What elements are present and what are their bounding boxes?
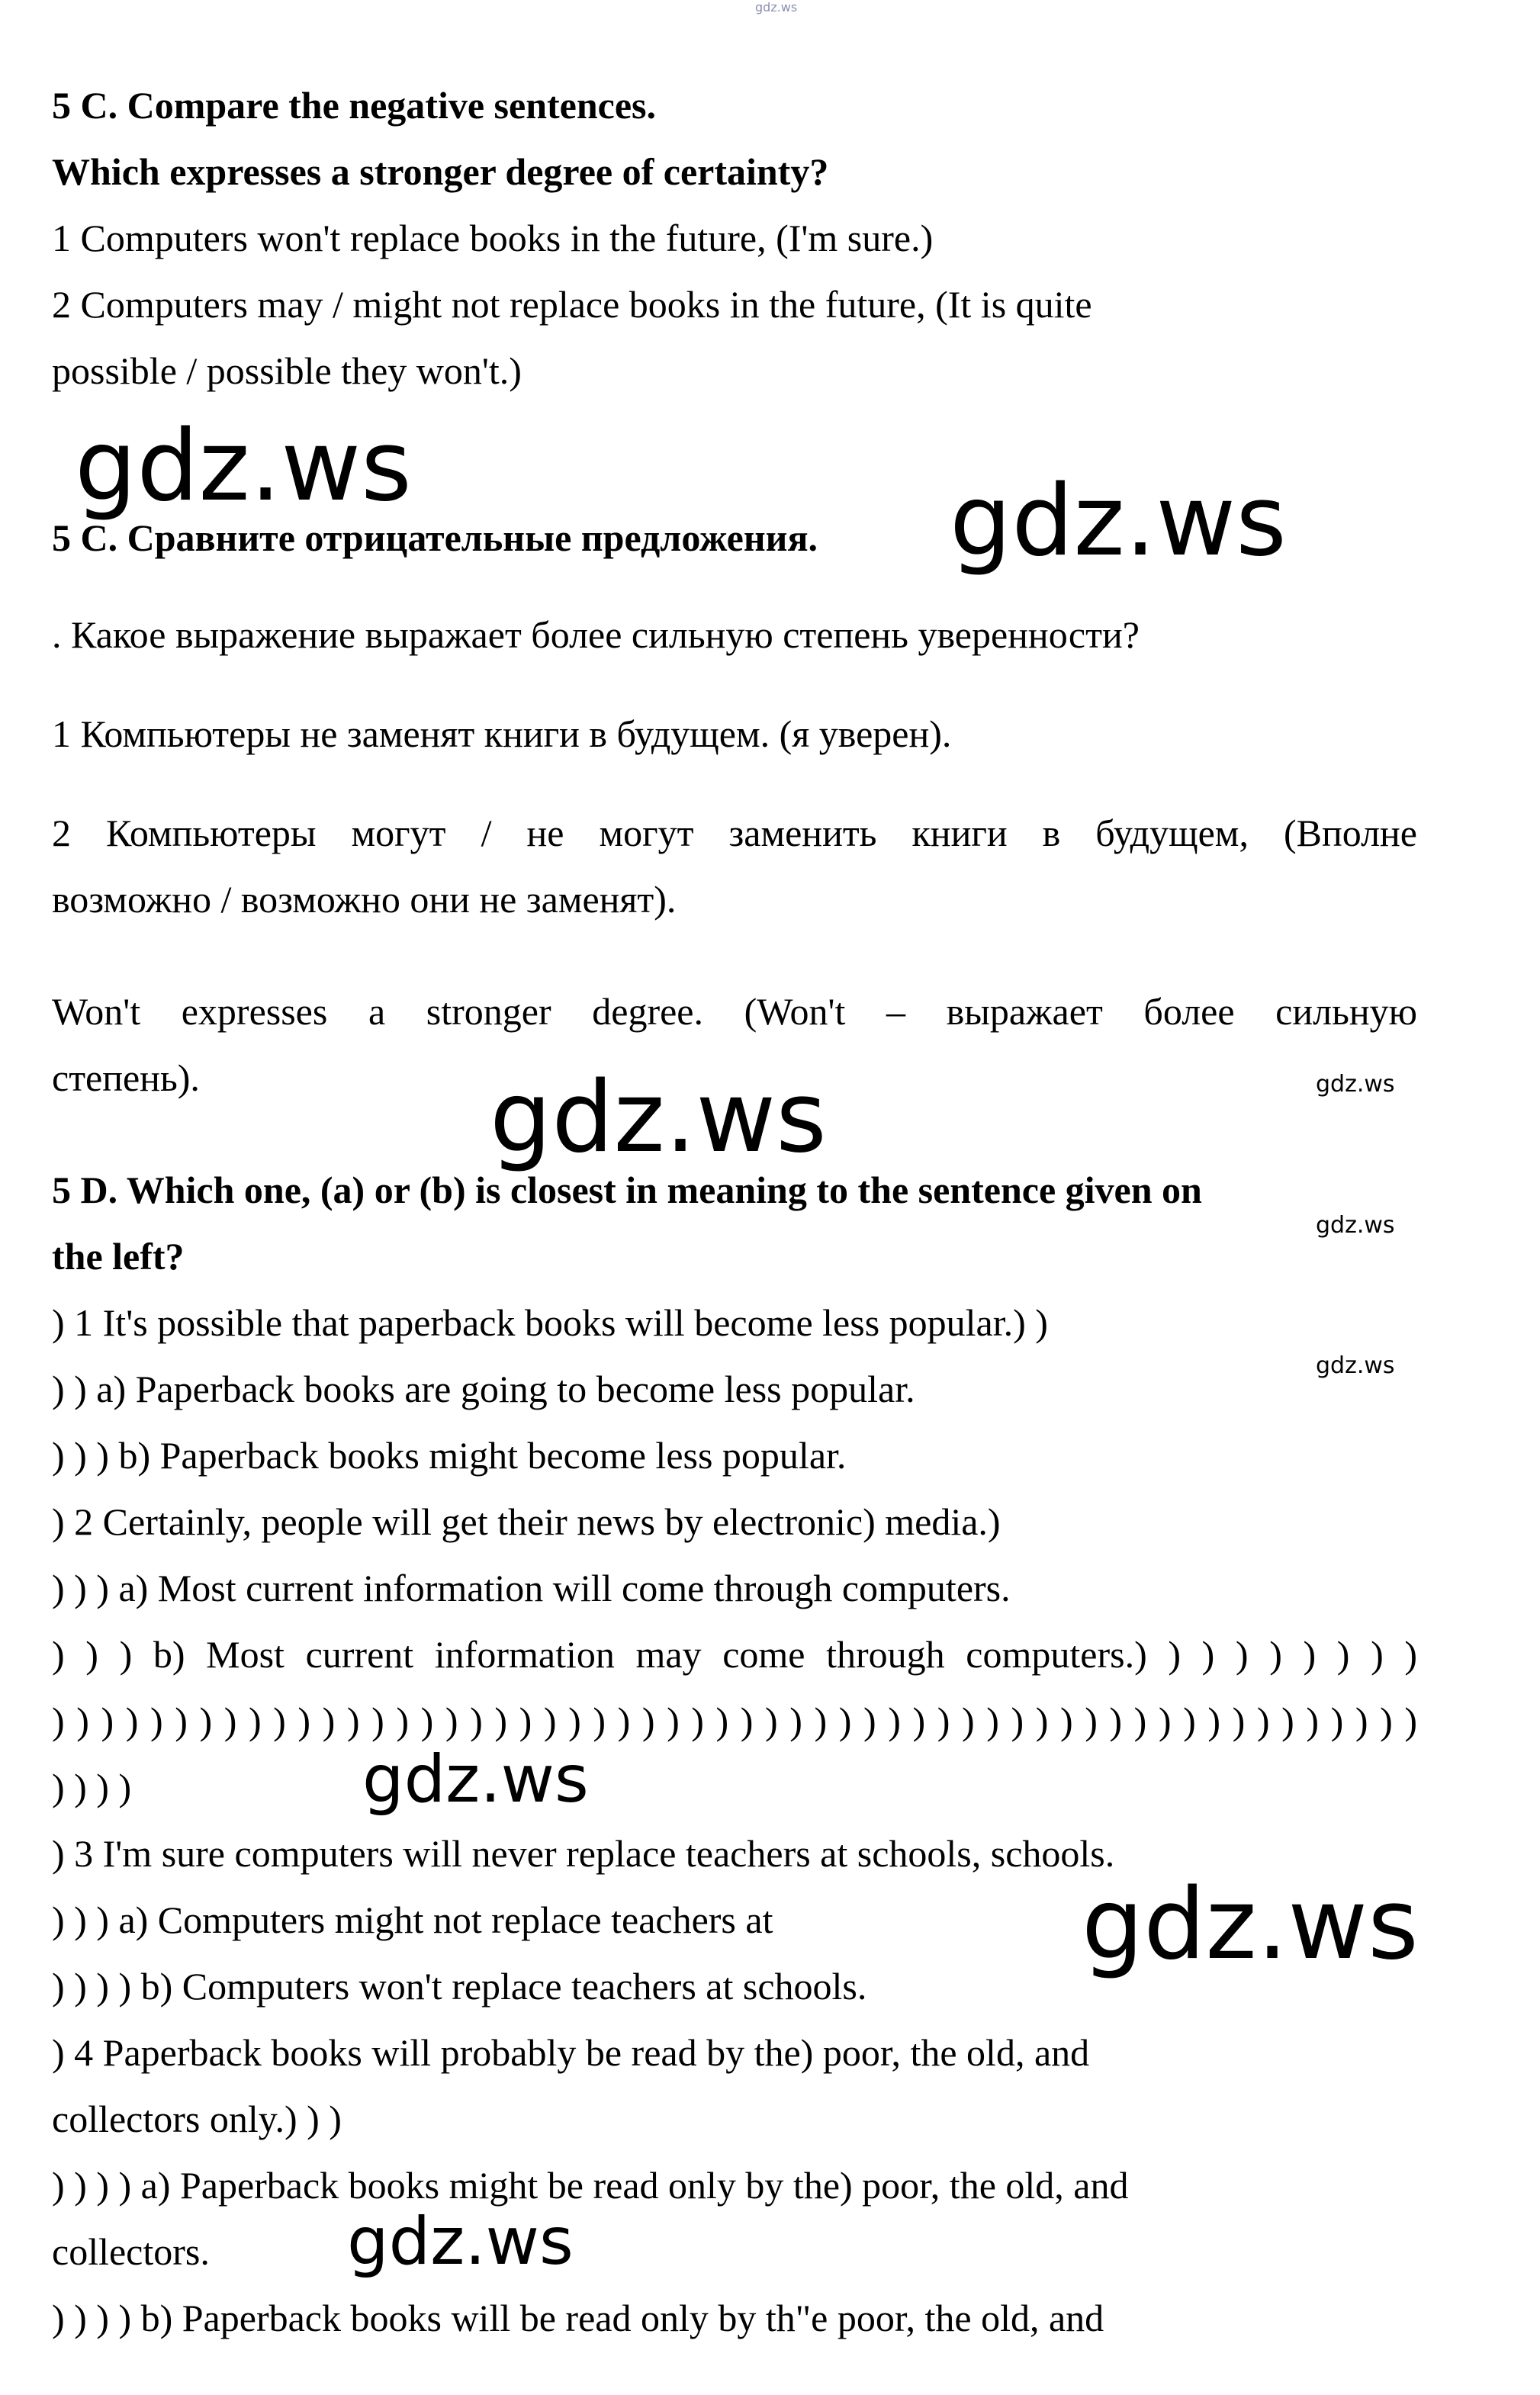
text-line: ) ) ) ) b) Computers won't replace teachers at schools. [52,1965,867,2008]
text-line: ) ) ) a) Most current information will come through computers. [52,1567,1011,1609]
text-line: collectors only.) ) ) [52,2098,342,2140]
text-line: ) ) ) ) b) Paperback books will be read only by th"e poor, the old, and [52,2297,1104,2339]
text-line: . Какое выражение выражает более сильную степень уверенности? [52,613,1140,656]
answer-line: Won't expresses a stronger degree. (Won't – выражает более сильную [52,990,1417,1033]
watermark: gdz.ws [1082,1868,1419,1982]
text-line: ) ) a) Paperback books are going to become less popular. [52,1368,915,1410]
watermark-small: gdz.ws [1316,1212,1395,1239]
text-line: ) ) ) ) [52,1766,132,1808]
text-line: possible / possible they won't.) [52,349,522,392]
exercise-5c-question: Which expresses a stronger degree of certainty? [52,150,829,193]
text-line: возможно / возможно они не заменят). [52,878,677,921]
watermark: gdz.ws [362,1741,589,1818]
text-line: 1 Компьютеры не заменят книги в будущем. (я уверен). [52,712,952,755]
text-line: 1 Computers won't replace books in the future, (I'm sure.) [52,217,934,259]
text-line: ) ) ) a) Computers might not replace teachers at [52,1898,773,1941]
text-line: 2 Компьютеры могут / не могут заменить книги в будущем, (Вполне [52,812,1417,854]
watermark-small: gdz.ws [1316,1071,1395,1098]
text-line: ) 3 I'm sure computers will never replace teachers at schools, schools. [52,1832,1115,1875]
text-line: ) ) ) b) Paperback books might become less popular. [52,1434,847,1477]
text-line: ) 1 It's possible that paperback books will become less popular.) ) [52,1301,1048,1344]
text-line: ) 4 Paperback books will probably be read by the) poor, the old, and [52,2031,1090,2074]
answer-line: степень). [52,1056,200,1099]
text-line: ) ) ) ) a) Paperback books might be read only by the) poor, the old, and [52,2164,1129,2207]
exercise-5c-heading-ru: 5 С. Сравните отрицательные предложения. [52,516,818,559]
exercise-5d-heading: 5 D. Which one, (a) or (b) is closest in meaning to the sentence given on [52,1169,1202,1211]
watermark: gdz.ws [347,2204,574,2280]
exercise-5d-heading: the left? [52,1235,185,1278]
watermark-small: gdz.ws [1316,1352,1395,1379]
text-line: ) ) ) b) Most current information may come through computers.) ) ) ) ) ) ) ) ) [52,1633,1417,1676]
watermark: gdz.ws [950,465,1287,578]
text-line: collectors. [52,2230,210,2273]
text-line: 2 Computers may / might not replace books in the future, (It is quite [52,283,1092,326]
text-line: ) 2 Certainly, people will get their news by electronic) media.) [52,1500,1001,1543]
text-line: ) ) ) ) ) ) ) ) ) ) ) ) ) ) ) ) ) ) ) ) ) ) ) ) ) ) ) ) ) ) ) ) ) ) ) ) ) ) ) ) ) ) ) ) ) ) ) ) ) ) ) ) ) ) ) ) [52,1699,1417,1742]
header-watermark: gdz.ws [755,0,798,14]
exercise-5c-heading: 5 C. Compare the negative sentences. [52,84,656,127]
watermark: gdz.ws [75,410,412,523]
watermark: gdz.ws [490,1061,827,1175]
